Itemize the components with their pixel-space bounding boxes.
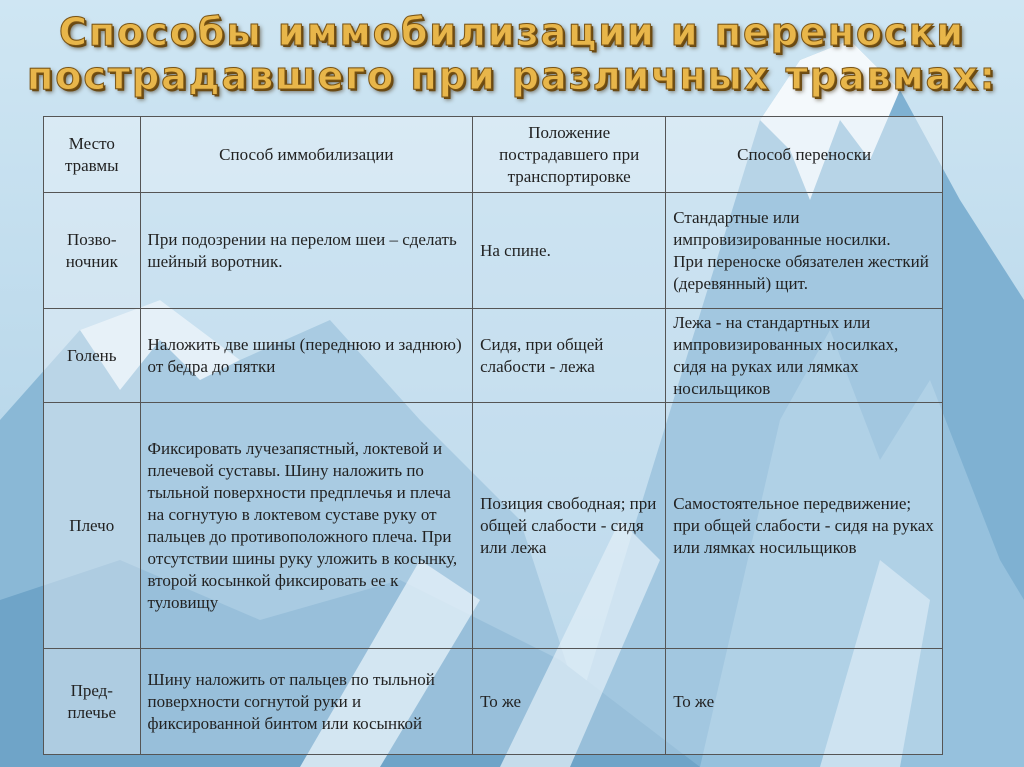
- table-header-row: [44, 117, 943, 193]
- row-method: Наложить две шины (переднюю и заднюю) от бедра до пятки: [140, 309, 473, 403]
- row-place: Голень: [44, 309, 141, 403]
- row-method: Шину наложить от пальцев по тыльной поверхности согнутой руки и фиксированной бинтом или косынкой: [140, 649, 473, 755]
- row-carry: Самостоятельное передвижение; при общей слабости - сидя на руках или лямках носильщиков: [666, 403, 943, 649]
- title-line-2: пострадавшего при различных травмах:: [27, 54, 997, 98]
- row-method: При подозрении на перелом шеи – сделать шейный воротник.: [140, 193, 473, 309]
- table-row: [44, 649, 943, 755]
- row-position: Позиция свободная; при общей слабости - сидя или лежа: [473, 403, 666, 649]
- row-position: Сидя, при общей слабости - лежа: [473, 309, 666, 403]
- row-place: Позво-ночник: [44, 193, 141, 309]
- header-position: Положение пострадавшего при транспортировке: [473, 117, 666, 193]
- row-position: На спине.: [473, 193, 666, 309]
- row-place: Пред-плечье: [44, 649, 141, 755]
- row-carry: Лежа - на стандартных или импровизированных носилках, сидя на руках или лямках носильщиков: [666, 309, 943, 403]
- header-place: Место травмы: [44, 117, 141, 193]
- table-row: [44, 309, 943, 403]
- table-row: [44, 193, 943, 309]
- immobilization-table: [43, 116, 943, 755]
- row-carry: То же: [666, 649, 943, 755]
- title-line-1: Способы иммобилизации и переноски: [58, 10, 965, 54]
- row-carry: Стандартные или импровизированные носилки. При переноске обязателен жесткий (деревянный) щит.: [666, 193, 943, 309]
- header-carry: Способ переноски: [666, 117, 943, 193]
- row-method: Фиксировать лучезапястный, локтевой и плечевой суставы. Шину наложить по тыльной поверхности предплечья и плеча на согнутую в локтевом суставе руку от пальцев до противоположного плеча. При отсутствии шины руку уложить в косынку, второй косынкой фиксировать ее к туловищу: [140, 403, 473, 649]
- header-method: Способ иммобилизации: [140, 117, 473, 193]
- row-position: То же: [473, 649, 666, 755]
- slide-title: [0, 10, 1024, 98]
- table-row: [44, 403, 943, 649]
- row-place: Плечо: [44, 403, 141, 649]
